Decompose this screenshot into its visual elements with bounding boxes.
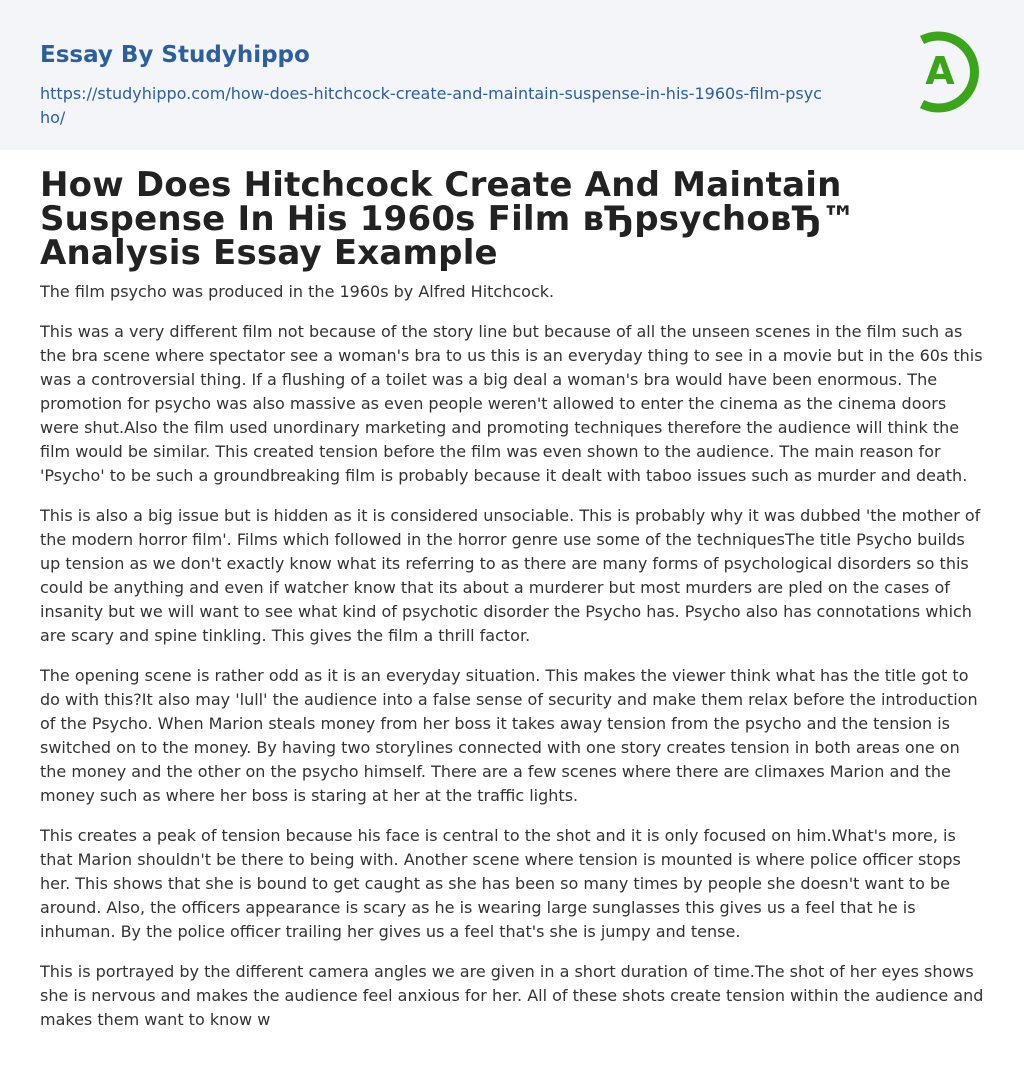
source-url-link[interactable]: https://studyhippo.com/how-does-hitchcock-create-and-maintain-suspense-in-his-1960s-film-psycho/ [40, 84, 822, 127]
logo-letter: A [925, 49, 955, 93]
site-header [0, 0, 1024, 150]
paragraph: This is portrayed by the different camera angles we are given in a short duration of time.The shot of her eyes shows she is nervous and makes the audience feel anxious for her. All of these shots create tension within the audience and makes them want to know w [40, 962, 984, 1029]
essay-title: How Does Hitchcock Create And Maintain Suspense In His 1960s Film вЂpsychoвЂ™ Analysis Essay Example [40, 165, 856, 273]
paragraph: This is also a big issue but is hidden as it is considered unsociable. This is probably why it was dubbed 'the mother of the modern horror film'. Films which followed in the horror genre use some of the techniquesThe title Psycho builds up tension as we don't exactly know what its referring to as there are many forms of psychological disorders so this could be anything and even if watcher know that its about a murderer but most murders are pled on the cases of insanity but we will want to see what kind of psychotic disorder the Psycho has. Psycho also has connotations which are scary and spine tinkling. This gives the film a thrill factor. [40, 506, 981, 645]
studyhippo-logo-icon[interactable] [904, 26, 990, 118]
paragraph: This was a very different film not because of the story line but because of all the unseen scenes in the film such as the bra scene where spectator see a woman's bra to us this is an everyday thing to see in a movie but in the 60s this was a controversial thing. If a flushing of a toilet was a big deal a woman's bra would have been enormous. The promotion for psycho was also massive as even people weren't allowed to enter the cinema as the cinema doors were shut.Also the film used unordinary marketing and promoting techniques therefore the audience will think the film would be similar. This created tension before the film was even shown to the audience. The main reason for 'Psycho' to be such a groundbreaking film is probably because it dealt with taboo issues such as murder and death. [40, 322, 983, 485]
paragraph: The opening scene is rather odd as it is an everyday situation. This makes the viewer think what has the title got to do with this?It also may 'lull' the audience into a false sense of security and make them relax before the introduction of the Psycho. When Marion steals money from her boss it takes away tension from the psycho and the tension is switched on to the money. By having two storylines connected with one story creates tension in both areas one on the money and the other on the psycho himself. There are a few scenes where there are climaxes Marion and the money such as where her boss is staring at her at the traffic lights. [40, 666, 978, 805]
paragraph: The film psycho was produced in the 1960s by Alfred Hitchcock. [40, 282, 555, 301]
brand-title[interactable]: Essay By Studyhippo [40, 42, 310, 68]
paragraph: This creates a peak of tension because his face is central to the shot and it is only focused on him.What's more, is that Marion shouldn't be there to being with. Another scene where tension is mounted is where police officer stops her. This shows that she is bound to get caught as she has been so many times by people she doesn't want to be around. Also, the officers appearance is scary as he is wearing large sunglasses this gives us a feel that he is inhuman. By the police officer trailing her gives us a feel that's she is jumpy and tense. [40, 826, 961, 941]
article [40, 165, 986, 1048]
